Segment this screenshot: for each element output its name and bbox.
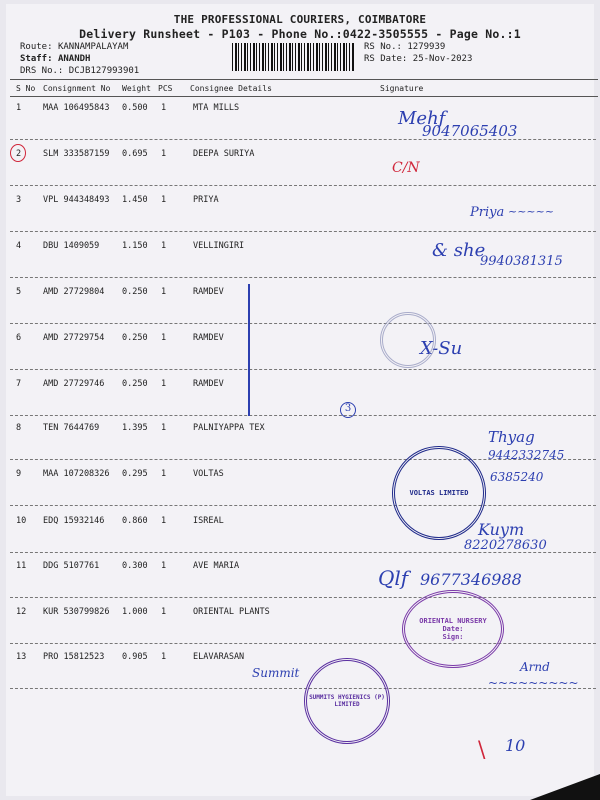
row-3-cons: VPL 944348493 (43, 195, 110, 205)
header-bottom-rule (10, 96, 598, 97)
signature-row-4: & she (432, 240, 486, 261)
row-5-name: RAMDEV (193, 287, 224, 297)
handwritten-name-row-8: Thyag (488, 428, 535, 446)
signature-row-6: X-Su (420, 338, 463, 359)
row-10-sno: 10 (16, 516, 27, 526)
col-header-consignee: Consignee Details (190, 84, 272, 93)
barcode (232, 43, 354, 71)
rs-date-label: RS Date: (364, 54, 408, 64)
row-7-wt: 0.250 (122, 379, 148, 389)
row-12-pcs: 1 (161, 607, 167, 617)
signature-row-1: Mehf (398, 108, 446, 129)
rs-no-label: RS No.: (364, 42, 402, 52)
row-divider (10, 323, 596, 324)
row-5-pcs: 1 (161, 287, 167, 297)
page-corner-shadow (530, 774, 600, 800)
col-header-weight: Weight (122, 84, 151, 93)
row-10-name: ISREAL (193, 516, 224, 526)
row-1-wt: 0.500 (122, 103, 148, 113)
row-9-name: VOLTAS (193, 469, 224, 479)
voltas-stamp (392, 446, 486, 540)
row-6-wt: 0.250 (122, 333, 148, 343)
row-divider (10, 185, 596, 186)
row-divider (10, 415, 596, 416)
row-8-wt: 1.395 (122, 423, 148, 433)
handwritten-phone-row-11: 9677346988 (420, 570, 522, 589)
row-6-sno: 6 (16, 333, 22, 343)
handwritten-name-row-3: Priya (470, 205, 505, 220)
drs-label: DRS No.: (20, 66, 64, 76)
row-12-cons: KUR 530799826 (43, 607, 110, 617)
row-2-pcs: 1 (161, 149, 167, 159)
drs-line (20, 66, 139, 76)
rs-date-line (364, 54, 472, 64)
row-2-circle-mark (10, 144, 26, 162)
col-header-sno: S No (16, 84, 36, 93)
row-9-cons: MAA 107208326 (43, 469, 110, 479)
row-13-pcs: 1 (161, 652, 167, 662)
handwritten-name-row-13: Summit (252, 666, 300, 680)
runsheet-subtitle: Delivery Runsheet - P103 - Phone No.:0422-3505555 - Page No.:1 (79, 27, 521, 41)
handwritten-phone-row-10: 8220278630 (464, 538, 547, 553)
row-4-cons: DBU 1409059 (43, 241, 100, 251)
row-divider (10, 277, 596, 278)
col-header-signature: Signature (380, 84, 424, 93)
row-9-sno: 9 (16, 469, 22, 479)
row-11-sno: 11 (16, 561, 27, 571)
row-5-wt: 0.250 (122, 287, 148, 297)
staff-value: ANANDH (57, 54, 91, 64)
row-11-cons: DDG 5107761 (43, 561, 100, 571)
handwritten-phone-row-9: 6385240 (490, 470, 544, 484)
row-3-pcs: 1 (161, 195, 167, 205)
summits-stamp (304, 658, 390, 744)
row-6-pcs: 1 (161, 333, 167, 343)
bracket-mark-rows-5-7 (248, 284, 250, 416)
row-7-cons: AMD 27729746 (43, 379, 105, 389)
signature-row-11: Qlf (378, 566, 409, 590)
row-1-cons: MAA 106495843 (43, 103, 110, 113)
row-4-sno: 4 (16, 241, 22, 251)
signature-row-3: ~~~~~ (508, 205, 555, 218)
row-5-cons: AMD 27729804 (43, 287, 105, 297)
row-7-name: RAMDEV (193, 379, 224, 389)
row-3-wt: 1.450 (122, 195, 148, 205)
row-8-cons: TEN 7644769 (43, 423, 100, 433)
row-9-wt: 0.295 (122, 469, 148, 479)
handwritten-phone-row-1: 9047065403 (422, 122, 518, 140)
row-4-pcs: 1 (161, 241, 167, 251)
oriental-stamp-name: ORIENTAL NURSERY (419, 617, 487, 625)
col-header-pcs: PCS (158, 84, 173, 93)
staff-label: Staff: (20, 54, 53, 64)
rs-no-line (364, 42, 445, 52)
signature-row-10: Kuym (478, 520, 525, 539)
row-10-pcs: 1 (161, 516, 167, 526)
row-11-name: AVE MARIA (193, 561, 240, 571)
signature-row-13-bottom: ~~~~~~~~~ (488, 676, 579, 690)
row-1-sno: 1 (16, 103, 22, 113)
row-divider (10, 231, 596, 232)
row-13-sno: 13 (16, 652, 27, 662)
handwritten-count: 10 (505, 736, 526, 755)
row-7-sno: 7 (16, 379, 22, 389)
row-divider (10, 505, 596, 506)
row-divider (10, 597, 596, 598)
oriental-stamp-sign: Sign: (442, 633, 464, 641)
row-4-name: VELLINGIRI (193, 241, 245, 251)
faded-stamp-row-6 (380, 312, 436, 368)
row-7-pcs: 1 (161, 379, 167, 389)
drs-value: DCJB127993901 (68, 66, 140, 76)
rs-date-value: 25-Nov-2023 (412, 54, 473, 64)
row-12-wt: 1.000 (122, 607, 148, 617)
company-title: THE PROFESSIONAL COURIERS, COIMBATORE (173, 13, 427, 26)
row-3-sno: 3 (16, 195, 22, 205)
route-value: KANNAMPALAYAM (57, 42, 129, 52)
row-2-cons: SLM 333587159 (43, 149, 110, 159)
row-8-name: PALNIYAPPA TEX (193, 423, 265, 433)
row-1-pcs: 1 (161, 103, 167, 113)
row-1-name: MTA MILLS (193, 103, 240, 113)
row-10-wt: 0.860 (122, 516, 148, 526)
route-label: Route: (20, 42, 53, 52)
row-11-pcs: 1 (161, 561, 167, 571)
staff-line (20, 54, 90, 64)
row-13-name: ELAVARASAN (193, 652, 245, 662)
voltas-stamp-text: VOLTAS LIMITED (409, 489, 469, 497)
route-line (20, 42, 128, 52)
row-6-cons: AMD 27729754 (43, 333, 105, 343)
row-4-wt: 1.150 (122, 241, 148, 251)
oriental-stamp-date: Date: (442, 625, 464, 633)
row-5-sno: 5 (16, 287, 22, 297)
handwritten-phone-row-4: 9940381315 (480, 254, 563, 269)
summits-stamp-text: SUMMITS HYGIENICS (P) LIMITED (309, 694, 385, 708)
row-2-name: DEEPA SURIYA (193, 149, 255, 159)
row-divider (10, 369, 596, 370)
row-2-wt: 0.695 (122, 149, 148, 159)
handwritten-tick: \ (478, 738, 486, 763)
rs-no-value: 1279939 (407, 42, 446, 52)
row-13-cons: PRO 15812523 (43, 652, 105, 662)
table-top-rule (10, 79, 598, 80)
signature-row-13-top: Arnd (520, 660, 550, 674)
row-8-sno: 8 (16, 423, 22, 433)
row-12-sno: 12 (16, 607, 27, 617)
row-10-cons: EDQ 15932146 (43, 516, 105, 526)
row-3-name: PRIYA (193, 195, 219, 205)
row-11-wt: 0.300 (122, 561, 148, 571)
row-13-wt: 0.905 (122, 652, 148, 662)
row-12-name: ORIENTAL PLANTS (193, 607, 270, 617)
row-9-pcs: 1 (161, 469, 167, 479)
row-2-sno: 2 (16, 149, 22, 159)
handwritten-note-row-2: C/N (392, 160, 420, 176)
handwritten-mark-row-7: 3 (340, 402, 356, 418)
row-divider (10, 643, 596, 644)
col-header-consignment: Consignment No (43, 84, 111, 93)
row-8-pcs: 1 (161, 423, 167, 433)
row-6-name: RAMDEV (193, 333, 224, 343)
oriental-stamp (402, 590, 504, 668)
handwritten-phone-row-8: 9442332745 (488, 448, 565, 462)
